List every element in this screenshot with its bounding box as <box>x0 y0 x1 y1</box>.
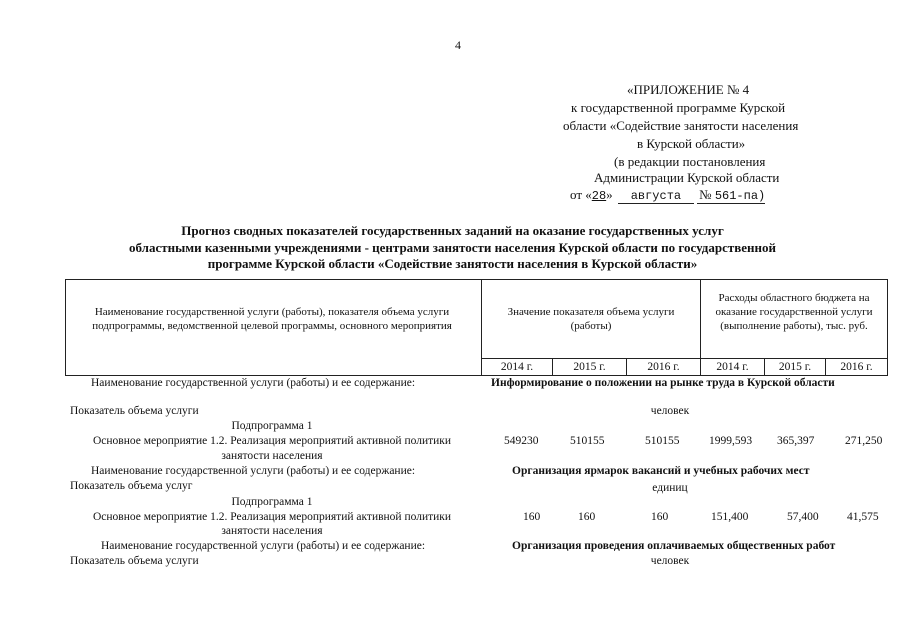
value-2014-volume: 160 <box>523 511 541 523</box>
indicator-label: Показатель объема услуг <box>70 480 193 492</box>
year-2015-volume: 2015 г. <box>573 361 606 373</box>
value-2016-volume: 510155 <box>645 435 680 447</box>
year-2015-expenses: 2015 г. <box>778 361 812 373</box>
value-2016-expenses: 41,575 <box>847 511 879 523</box>
unit-label: человек <box>650 405 690 417</box>
appendix-line1: к государственной программе Курской <box>571 100 786 115</box>
year-2014-volume: 2014 г. <box>500 361 534 373</box>
activity-line2: занятости населения <box>221 525 323 537</box>
title-line2: областными казенными учреждениями - центрами занятости населения Курской области по государственной <box>128 240 776 255</box>
value-2015-volume: 160 <box>578 511 596 523</box>
header-right-border <box>887 279 888 376</box>
service-name: Организация проведения оплачиваемых общественных работ <box>512 540 836 552</box>
indicator-label: Показатель объема услуги <box>70 555 199 567</box>
value-2015-expenses: 365,397 <box>777 435 815 447</box>
date-quote: » <box>606 187 613 202</box>
unit-label: человек <box>650 555 690 567</box>
date-month: августа <box>618 189 694 204</box>
header-year-border <box>481 358 888 359</box>
subprogram-label: Подпрограмма 1 <box>231 420 313 432</box>
service-label: Наименование государственной услуги (работы) и ее содержание: <box>101 540 426 552</box>
subprogram-label: Подпрограмма 1 <box>231 496 313 508</box>
title-line1: Прогноз сводных показателей государственных заданий на оказание государственных услуг <box>181 223 724 238</box>
header-left-border <box>65 279 66 376</box>
activity-line2: занятости населения <box>221 450 323 462</box>
year-2016-expenses: 2016 г. <box>840 361 873 373</box>
value-2015-expenses: 57,400 <box>787 511 819 523</box>
header-col-expenses: Расходы областного бюджета на оказание государственной услуги (выполнение работы), тыс. руб. <box>715 292 873 332</box>
header-top-border <box>65 279 888 280</box>
appendix-date-line <box>570 187 765 204</box>
year-2014-expenses: 2014 г. <box>716 361 749 373</box>
title-line3: программе Курской области «Содействие занятости населения в Курской области» <box>207 256 698 271</box>
value-2016-volume: 160 <box>651 511 669 523</box>
value-2014-expenses: 1999,593 <box>709 435 753 447</box>
appendix-title: «ПРИЛОЖЕНИЕ № 4 <box>627 82 750 97</box>
page-number: 4 <box>455 38 461 52</box>
header-col-volume: Значение показателя объема услуги (работы) <box>507 306 675 332</box>
number-prefix: № <box>699 187 712 202</box>
appendix-line5: Администрации Курской области <box>594 170 780 185</box>
service-label: Наименование государственной услуги (работы) и ее содержание: <box>91 377 416 389</box>
activity-line1: Основное мероприятие 1.2. Реализация мероприятий активной политики <box>92 435 452 447</box>
year-2016-volume: 2016 г. <box>647 361 680 373</box>
activity-line1: Основное мероприятие 1.2. Реализация мероприятий активной политики <box>92 511 452 523</box>
number-field <box>697 187 765 204</box>
service-name: Информирование о положении на рынке труда в Курской области <box>491 377 835 389</box>
appendix-line2: области «Содействие занятости населения <box>563 118 799 133</box>
indicator-label: Показатель объема услуги <box>70 405 199 417</box>
value-2014-volume: 549230 <box>504 435 539 447</box>
service-name: Организация ярмарок вакансий и учебных рабочих мест <box>512 465 810 477</box>
value-2016-expenses: 271,250 <box>845 435 883 447</box>
service-label: Наименование государственной услуги (работы) и ее содержание: <box>91 465 416 477</box>
appendix-line3: в Курской области» <box>637 136 746 151</box>
number-value: 561-па) <box>714 189 766 203</box>
appendix-line4: (в редакции постановления <box>614 154 766 169</box>
date-day: 28 <box>591 189 607 203</box>
value-2014-expenses: 151,400 <box>711 511 749 523</box>
date-prefix: от « <box>570 187 592 202</box>
value-2015-volume: 510155 <box>570 435 605 447</box>
header-col-service-name: Наименование государственной услуги (работы), показателя объема услуги подпрограммы, ведомственной целевой программы, основного мероприятия <box>92 306 452 332</box>
unit-label: единиц <box>652 482 688 494</box>
